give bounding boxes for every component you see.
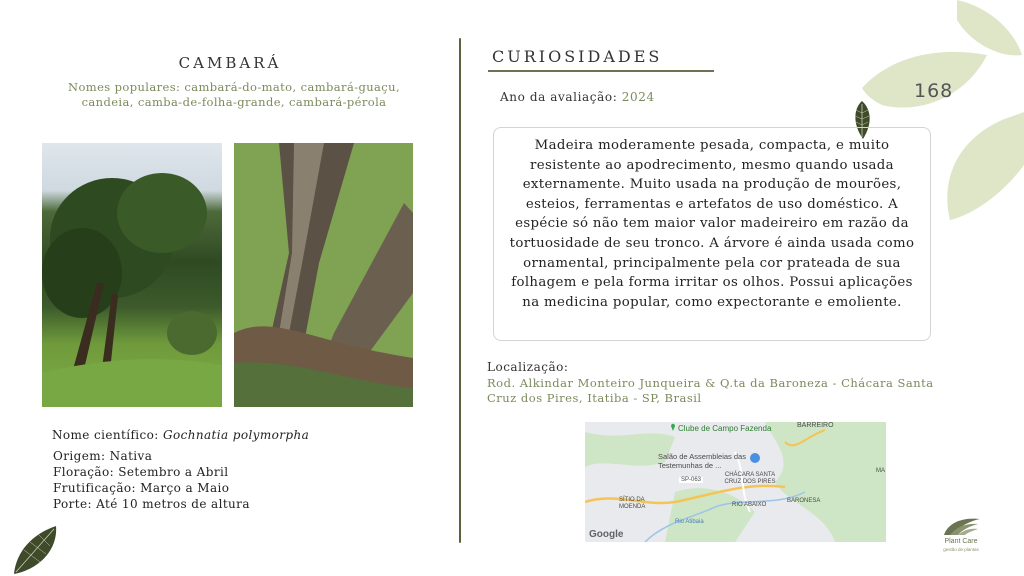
fruiting: Frutificação: Março a Maio (53, 481, 230, 495)
map-label-edge: MA (876, 468, 885, 474)
map-label-sitio: SÍTIO DA MOENDA (619, 497, 646, 510)
curiosities-title: CURIOSIDADES (492, 47, 663, 66)
curiosities-text: Madeira moderamente pesada, compacta, e muito resistente ao apodrecimento, mesmo quando usada externamente. Muito usada na produção de mourões, esteios, ferramentas e artefatos de uso doméstico. A espécie só não tem maior valor madeireiro em razão da tortuosidade de seu tronco. A árvore é ainda usada como ornamental, principalmente pela cor prateada de sua folhagem e pela forma irritar os olhos. Possui aplicações na medicina popular, como expectorante e emoliente. (493, 127, 931, 341)
map-label-club: Clube de Campo Fazenda (678, 424, 772, 433)
eval-label: Ano da avaliação: (500, 90, 618, 104)
popular-names: Nomes populares: cambará-do-mato, cambará-guaçu, candeia, camba-de-folha-grande, cambará-pérola (68, 80, 401, 109)
brand-tagline: gestão de plantas (943, 547, 979, 552)
location-address: Rod. Alkindar Monteiro Junqueira & Q.ta da Baroneza - Chácara Santa Cruz dos Pires, Itatiba - SP, Brasil (487, 376, 934, 405)
scientific-name-line (52, 428, 309, 442)
map-label-hall: Salão de Assembleias das Testemunhas de ... (658, 452, 746, 470)
evaluation-year (500, 90, 655, 104)
map-label-rio: RIO ABAIXO (732, 502, 767, 508)
brand-name: Plant Care (944, 538, 978, 545)
map-attribution: Google (589, 529, 624, 540)
species-facts (53, 448, 250, 512)
eval-year: 2024 (621, 90, 655, 104)
scientific-name: Gochnatia polymorpha (162, 428, 310, 442)
map-label-road: SP-063 (681, 477, 702, 483)
map-label-barreiro: BARREIRO (797, 422, 834, 429)
trunk-photo (234, 143, 413, 407)
title-underline (488, 70, 714, 72)
size: Porte: Até 10 metros de altura (53, 497, 250, 511)
flowering: Floração: Setembro a Abril (53, 465, 229, 479)
location-label: Localização: (487, 360, 569, 374)
column-divider (459, 38, 461, 543)
bottom-leaf-icon (10, 524, 60, 576)
species-title: CAMBARÁ (178, 54, 282, 72)
page-number: 168 (914, 80, 954, 102)
location-map[interactable] (585, 422, 886, 542)
map-label-baronesa: BARONESA (787, 498, 821, 504)
scientific-label: Nome científico: (52, 428, 159, 442)
tree-photo (42, 143, 222, 407)
brand-logo-icon (940, 515, 982, 537)
map-label-river: Rio Atibaia (675, 519, 704, 525)
origin: Origem: Nativa (53, 449, 153, 463)
map-label-chacara: CHÁCARA SANTA CRUZ DOS PIRES (724, 472, 776, 485)
